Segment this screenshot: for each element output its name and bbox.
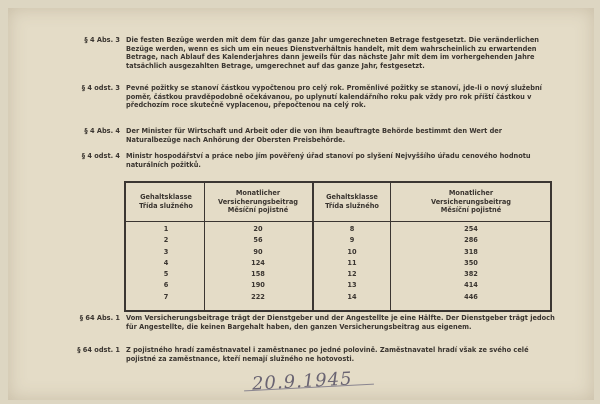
table-row: 4	[163, 258, 169, 267]
section-label: § 4 odst. 4	[81, 152, 120, 160]
table-row: 20	[253, 225, 263, 233]
column-amount-left	[206, 224, 310, 303]
table-row: 5	[163, 270, 169, 279]
table-row: 158	[251, 270, 265, 279]
column-class-left	[128, 224, 204, 303]
table-row: 414	[464, 281, 478, 290]
table-row: 90	[253, 247, 263, 256]
table-row: 2	[163, 236, 169, 245]
column-class-right	[316, 224, 388, 303]
table-row: 190	[251, 281, 265, 290]
section-label: § 64 odst. 1	[77, 346, 120, 354]
handwritten-date: 20.9.1945	[251, 368, 354, 395]
table-row: 9	[349, 236, 355, 245]
section-text: Die festen Bezüge werden mit dem für das ganze Jahr umgerechneten Betrage festgesetzt. Die veränderlichen Bezüge werden, wenn es sich um ein neues Dienstverhältnis handelt, mit dem wahrscheinlich zu erwartenden Betrage, nach Ablauf des Kalenderjahres dann jeweils für das nächste Jahr mit dem im vorhergehenden Jahre tatsächlich ausgezahlten Betrage, umgerechnet auf das ganze Jahr, festgesetzt.	[126, 36, 539, 70]
section-label: § 4 odst. 3	[81, 84, 120, 92]
table-row: 14	[347, 292, 357, 301]
section-text: Der Minister für Wirtschaft und Arbeit oder die von ihm beauftragte Behörde bestimmt den Wert der Naturalbezüge nach Anhörung der Obersten Preisbehörde.	[126, 127, 503, 144]
table-row: 12	[347, 270, 357, 279]
section-text: Z pojistného hradí zaměstnavatel i zaměstnanec po jedné polovině. Zaměstnavatel hradí však ze svého celé pojistné za zaměstnance, kteří nemají služného ne hotovosti.	[126, 346, 529, 363]
table-row: 254	[464, 225, 478, 233]
table-row: 1	[163, 225, 169, 233]
table-row: 286	[464, 236, 478, 245]
table-row: 7	[163, 292, 169, 301]
table-row: 124	[251, 258, 265, 267]
header-salary-class-left: Gehaltsklasse Třída služného	[139, 193, 193, 210]
table-row: 11	[347, 258, 357, 267]
table-row: 10	[347, 247, 357, 256]
table-row: 446	[464, 292, 478, 301]
section-text: Ministr hospodářství a práce nebo jím pověřený úřad stanoví po slyšení Nejvyššího úřadu cenového hodnotu naturálních požitků.	[126, 152, 531, 169]
header-contribution-right: Monatlicher Versicherungsbeitrag Měsíční pojistné	[430, 189, 512, 215]
table-row: 350	[464, 258, 478, 267]
document-card	[8, 8, 594, 400]
section-label: § 64 Abs. 1	[79, 314, 120, 322]
table-row: 3	[163, 247, 169, 256]
table-row: 13	[347, 281, 357, 290]
table-row: 318	[464, 247, 478, 256]
table-row: 8	[349, 225, 355, 233]
table-row: 6	[163, 281, 169, 290]
header-salary-class-right: Gehaltsklasse Třída služného	[325, 193, 379, 210]
section-text: Pevné požitky se stanoví částkou vypočtenou pro celý rok. Proměnlivé požitky se stanoví, jde-li o nový služební poměr, částkou pravděpodobně očekávanou, po uplynutí kalendářního roku pak vždy pro rok příští částkou v předchozím roce skutečně vyplacenou, přepočtenou na celý rok.	[126, 84, 542, 110]
contribution-table	[124, 181, 552, 312]
header-contribution-left: Monatlicher Versicherungsbeitrag Měsíční pojistné	[217, 189, 299, 215]
column-amount-right	[392, 224, 550, 303]
section-label: § 4 Abs. 3	[84, 36, 120, 44]
table-row: 56	[253, 236, 263, 245]
section-label: § 4 Abs. 4	[84, 127, 120, 135]
section-text: Vom Versicherungsbeitrage trägt der Dienstgeber und der Angestellte je eine Hälfte. Der Dienstgeber trägt jedoch für Angestellte, die keinen Bargehalt haben, den ganzen Versicherungsbeitrag aus eigenem.	[126, 314, 555, 331]
table-row: 222	[251, 292, 265, 301]
table-row: 382	[464, 270, 478, 279]
